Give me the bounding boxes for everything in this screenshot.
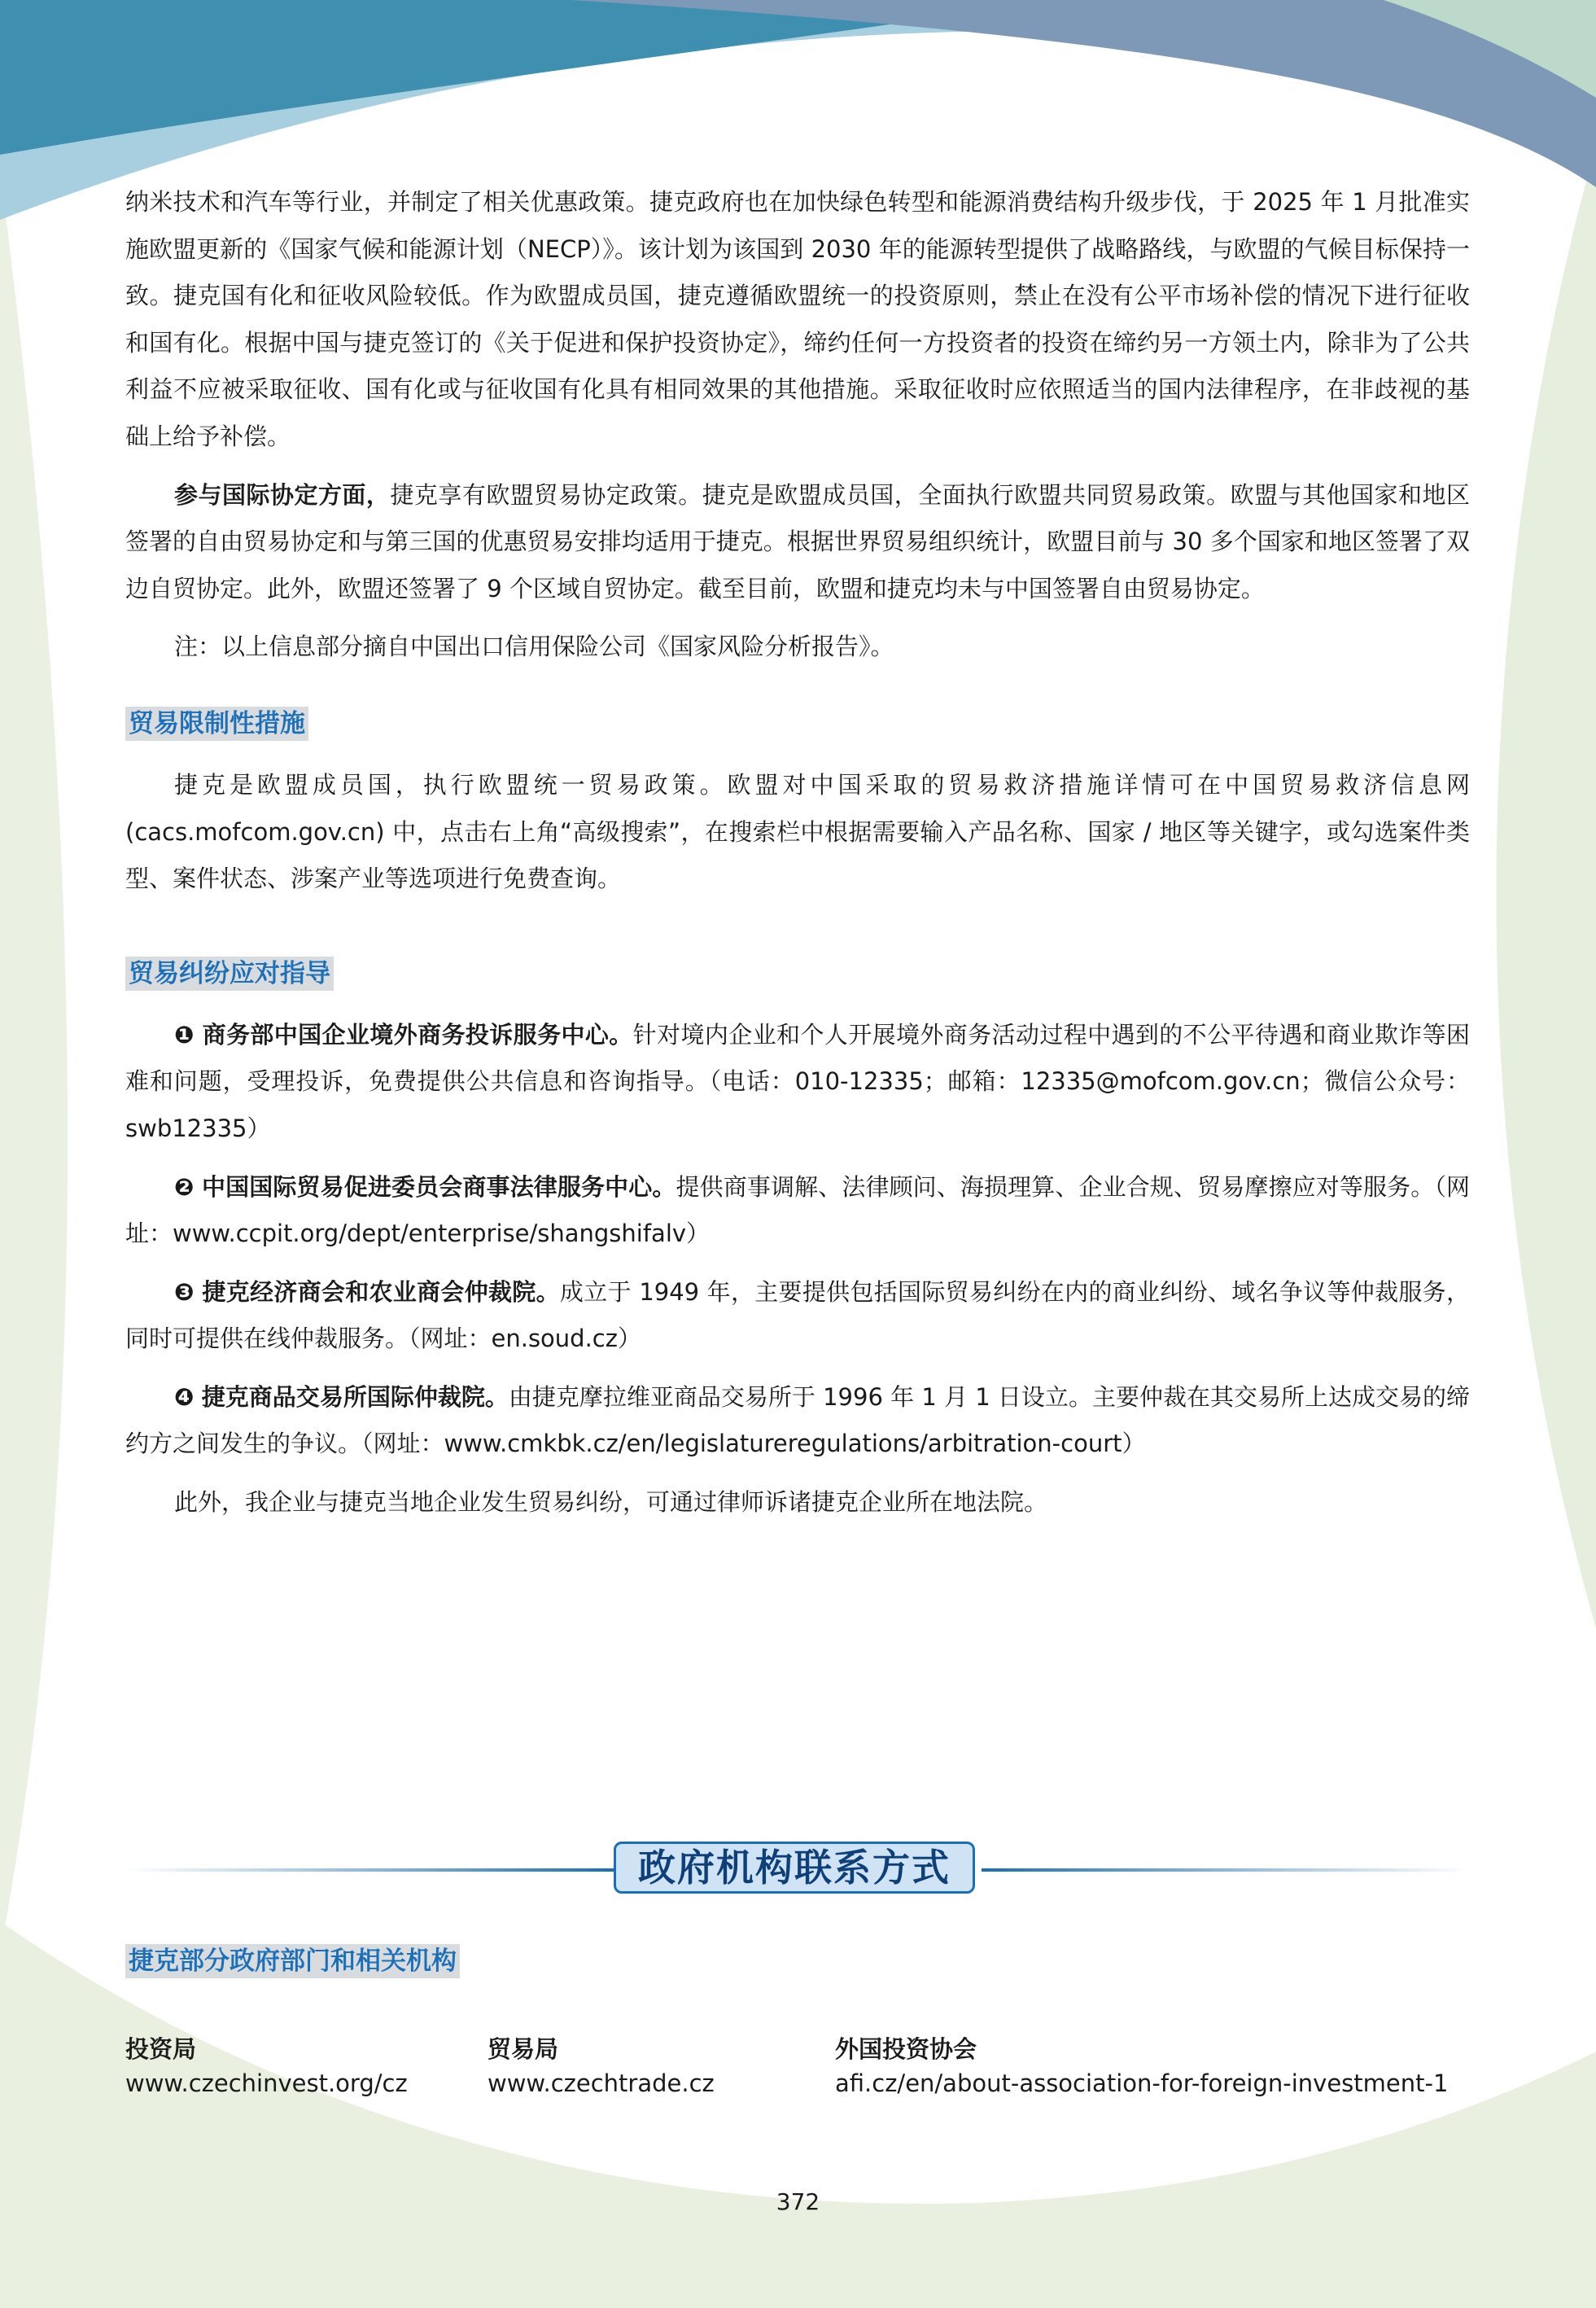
contact-foreign-investment-association — [835, 2031, 1448, 2100]
agreements-lead: 参与国际协定方面， — [174, 480, 391, 509]
dispute-item-title: 捷克商品交易所国际仲裁院。 — [201, 1382, 509, 1411]
dispute-item-text: 提供商事调解、法律顾问、海损理算、企业合规、贸易摩擦应对等服务。（网址：www.ccpit.org/dept/enterprise/shangshifalv） — [125, 1172, 1470, 1248]
agreements-text: 捷克享有欧盟贸易协定政策。捷克是欧盟成员国，全面执行欧盟共同贸易政策。欧盟与其他国家和地区签署的自由贸易协定和与第三国的优惠贸易安排均适用于捷克。根据世界贸易组织统计，欧盟目前与 30 多个国家和地区签署了双边自贸协定。此外，欧盟还签署了 9 个区域自贸协定。截至目前，欧盟和捷克均未与中国签署自由贸易协定。 — [125, 480, 1470, 602]
contact-trade-agency — [488, 2031, 715, 2100]
dispute-item-text: 针对境内企业和个人开展境外商务活动过程中遇到的不公平待遇和商业欺诈等困难和问题，受理投诉，免费提供公共信息和咨询指导。（电话：010-12335；邮箱：12335@mofcom.gov.cn；微信公众号：swb12335） — [125, 1020, 1470, 1142]
section-trade-disputes — [125, 957, 1470, 1526]
contact-label: 外国投资协会 — [835, 2035, 977, 2063]
paragraph-international-agreements — [125, 472, 1470, 613]
main-content — [125, 179, 1470, 1526]
dispute-item — [125, 1269, 1470, 1363]
heading-trade-disputes: 贸易纠纷应对指导 — [125, 957, 334, 991]
contact-investment-agency — [125, 2031, 408, 2100]
dispute-item — [125, 1374, 1470, 1468]
paragraph-disputes-closing: 此外，我企业与捷克当地企业发生贸易纠纷，可通过律师诉诸捷克企业所在地法院。 — [174, 1488, 1048, 1517]
item-number-icon: ❷ — [174, 1172, 195, 1201]
item-number-icon: ❹ — [174, 1382, 195, 1411]
dispute-item-text: 成立于 1949 年，主要提供包括国际贸易纠纷在内的商业纠纷、域名争议等仲裁服务，同时可提供在线仲裁服务。（网址：en.soud.cz） — [125, 1277, 1470, 1353]
section-banner — [125, 1842, 1470, 1899]
banner-rule-left — [125, 1868, 614, 1872]
bg-green-right — [1496, 147, 1596, 1628]
dispute-item-title: 商务部中国企业境外商务投诉服务中心。 — [202, 1020, 633, 1049]
heading-government-agencies: 捷克部分政府部门和相关机构 — [125, 1944, 460, 1978]
banner-title: 政府机构联系方式 — [614, 1842, 975, 1894]
contact-label: 投资局 — [125, 2035, 197, 2063]
dispute-item-text: 由捷克摩拉维亚商品交易所于 1996 年 1 月 1 日设立。主要仲裁在其交易所上达成交易的缔约方之间发生的争议。（网址：www.cmkbk.cz/en/legislatureregulations/arbitration-court） — [125, 1382, 1470, 1458]
paragraph-trade-restrictions: 捷克是欧盟成员国，执行欧盟统一贸易政策。欧盟对中国采取的贸易救济措施详情可在中国贸易救济信息网 (cacs.mofcom.gov.cn) 中，点击右上角“高级搜索”，在搜索栏中根据需要输入产品名称、国家 / 地区等关键字，或勾选案件类型、案件状态、涉案产业等选项进行免费查询。 — [125, 770, 1470, 893]
dispute-item — [125, 1164, 1470, 1258]
heading-trade-restrictions: 贸易限制性措施 — [125, 707, 308, 741]
bg-green-left — [0, 171, 68, 1954]
contacts-list — [125, 2031, 1470, 2104]
paragraph-investment-policy: 纳米技术和汽车等行业，并制定了相关优惠政策。捷克政府也在加快绿色转型和能源消费结构升级步伐，于 2025 年 1 月批准实施欧盟更新的《国家气候和能源计划（NECP）》。该计划为该国到 2030 年的能源转型提供了战略路线，与欧盟的气候目标保持一致。捷克国有化和征收风险较低。作为欧盟成员国，捷克遵循欧盟统一的投资原则，禁止在没有公平市场补偿的情况下进行征收和国有化。根据中国与捷克签订的《关于促进和保护投资协定》，缔约任何一方投资者的投资在缔约另一方领土内，除非为了公共利益不应被采取征收、国有化或与征收国有化具有相同效果的其他措施。采取征收时应依照适当的国内法律程序，在非歧视的基础上给予补偿。 — [125, 188, 1470, 450]
paragraph-note: 注：以上信息部分摘自中国出口信用保险公司《国家风险分析报告》。 — [174, 633, 894, 661]
item-number-icon: ❸ — [174, 1277, 195, 1306]
section-trade-restrictions — [125, 707, 1470, 903]
page-number: 372 — [776, 2188, 820, 2215]
item-number-icon: ❶ — [174, 1020, 195, 1049]
contact-link[interactable]: www.czechtrade.cz — [488, 2069, 715, 2097]
contact-label: 贸易局 — [488, 2035, 559, 2063]
contact-link[interactable]: afi.cz/en/about-association-for-foreign-investment-1 — [835, 2069, 1449, 2097]
banner-rule-right — [982, 1868, 1470, 1872]
contact-link[interactable]: www.czechinvest.org/cz — [125, 2069, 408, 2097]
dispute-item-title: 捷克经济商会和农业商会仲裁院。 — [202, 1277, 560, 1306]
dispute-item-title: 中国国际贸易促进委员会商事法律服务中心。 — [202, 1172, 676, 1201]
bg-green-bottom — [0, 1921, 1596, 2308]
dispute-item — [125, 1012, 1470, 1153]
